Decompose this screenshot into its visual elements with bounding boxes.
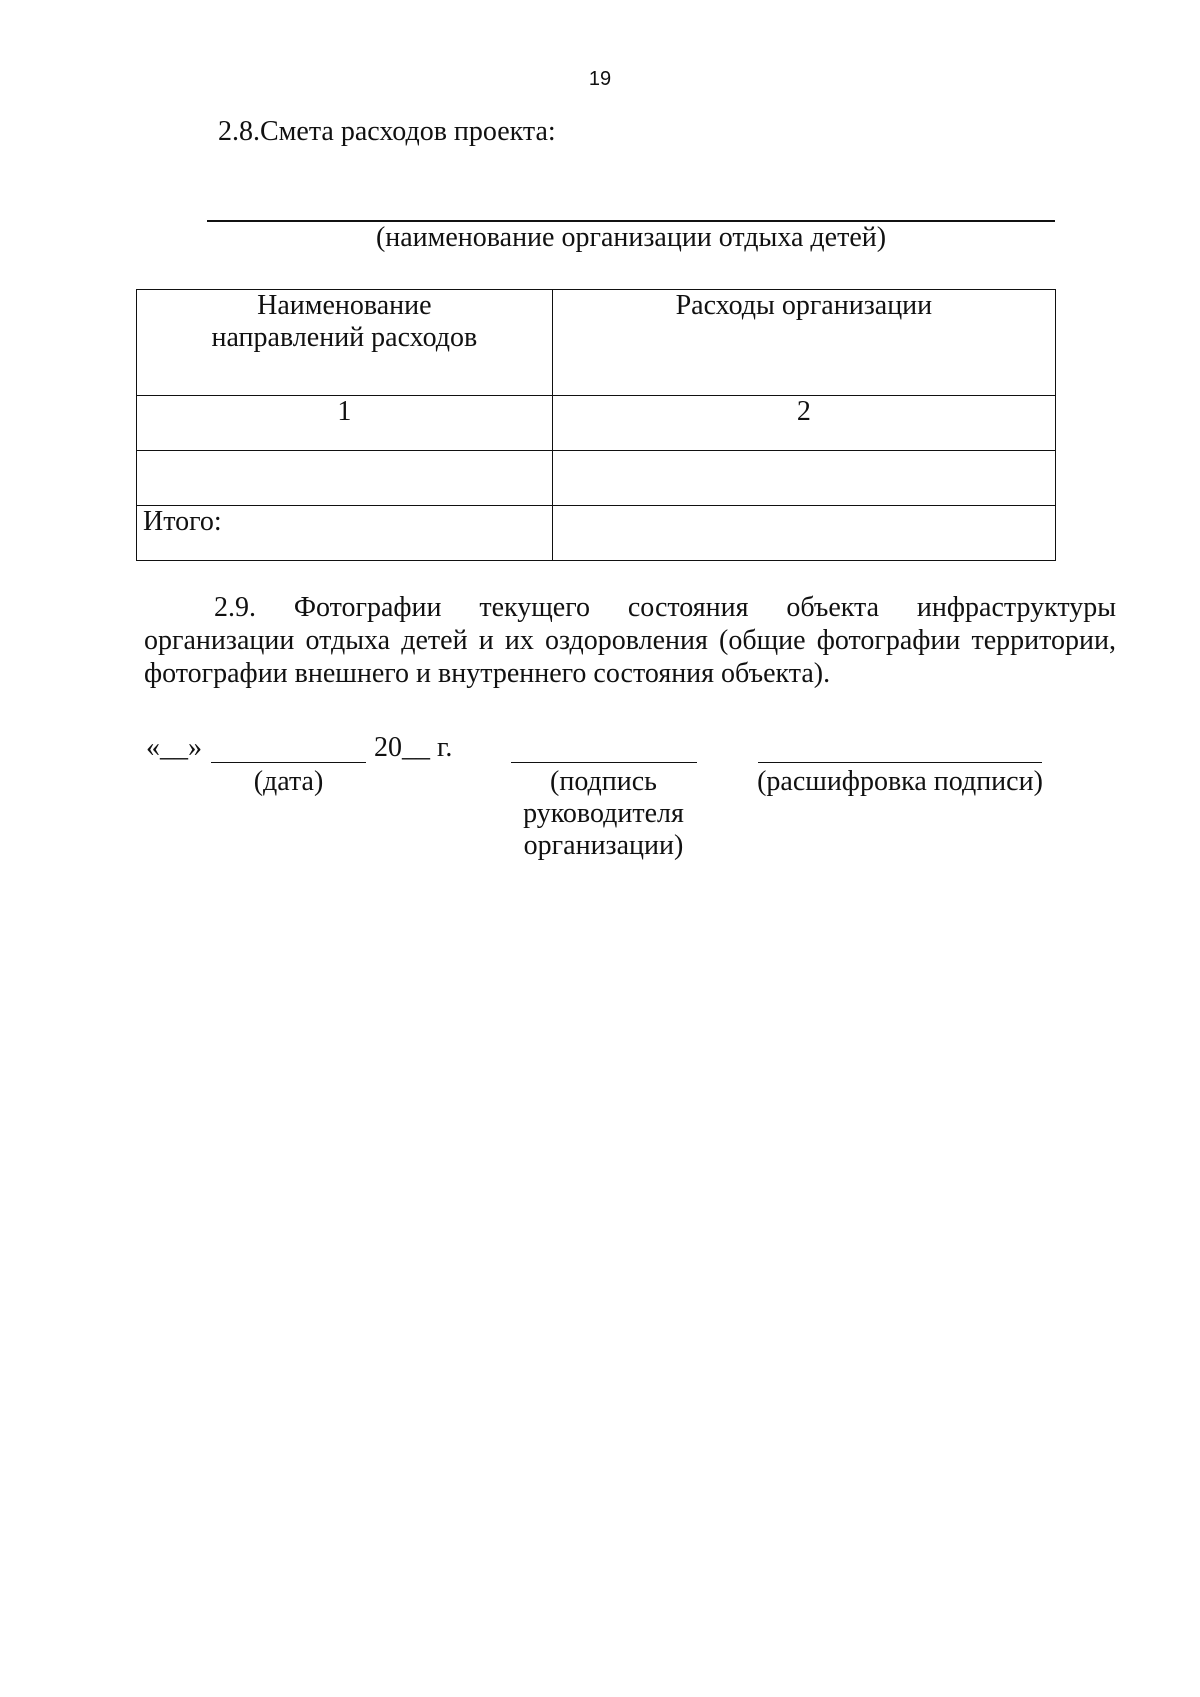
column-number-1: 1 [137, 396, 553, 451]
date-month-underline[interactable] [211, 762, 366, 763]
date-year: 20__ г. [374, 732, 453, 763]
signature-underline[interactable] [511, 762, 697, 763]
paragraph-line-3: фотографии внешнего и внутреннего состояния объекта). [144, 658, 831, 689]
page-number: 19 [588, 68, 612, 90]
budget-table [136, 289, 1056, 561]
table-row-total [137, 506, 1056, 561]
total-label: Итого: [137, 506, 553, 561]
date-day-quotes: «__» [146, 732, 202, 763]
paragraph-line-1: 2.9. Фотографии текущего состояния объекта инфраструктуры [214, 592, 1116, 623]
section-heading: 2.8.Смета расходов проекта: [218, 116, 556, 147]
paragraph-2-9 [144, 591, 1116, 690]
signature-caption: (подпись руководителя организации) [523, 766, 684, 861]
empty-cell-expenses[interactable] [552, 451, 1055, 506]
paragraph-line-2: организации отдыха детей и их оздоровления (общие фотографии территории, [144, 625, 1116, 656]
signature-block [0, 732, 1200, 872]
header-cell-expenses: Расходы организации [552, 290, 1055, 396]
table-row-empty [137, 451, 1056, 506]
empty-cell-directions[interactable] [137, 451, 553, 506]
column-number-2: 2 [552, 396, 1055, 451]
table-header-row [137, 290, 1056, 396]
signature-decode-caption: (расшифровка подписи) [757, 766, 1043, 797]
total-value[interactable] [552, 506, 1055, 561]
org-name-caption: (наименование организации отдыха детей) [375, 222, 887, 253]
date-caption: (дата) [253, 766, 324, 797]
header-directions-text: Наименование направлений расходов [211, 290, 478, 353]
table-row-numbers [137, 396, 1056, 451]
signature-decode-underline[interactable] [758, 762, 1042, 763]
header-cell-directions [137, 290, 553, 396]
